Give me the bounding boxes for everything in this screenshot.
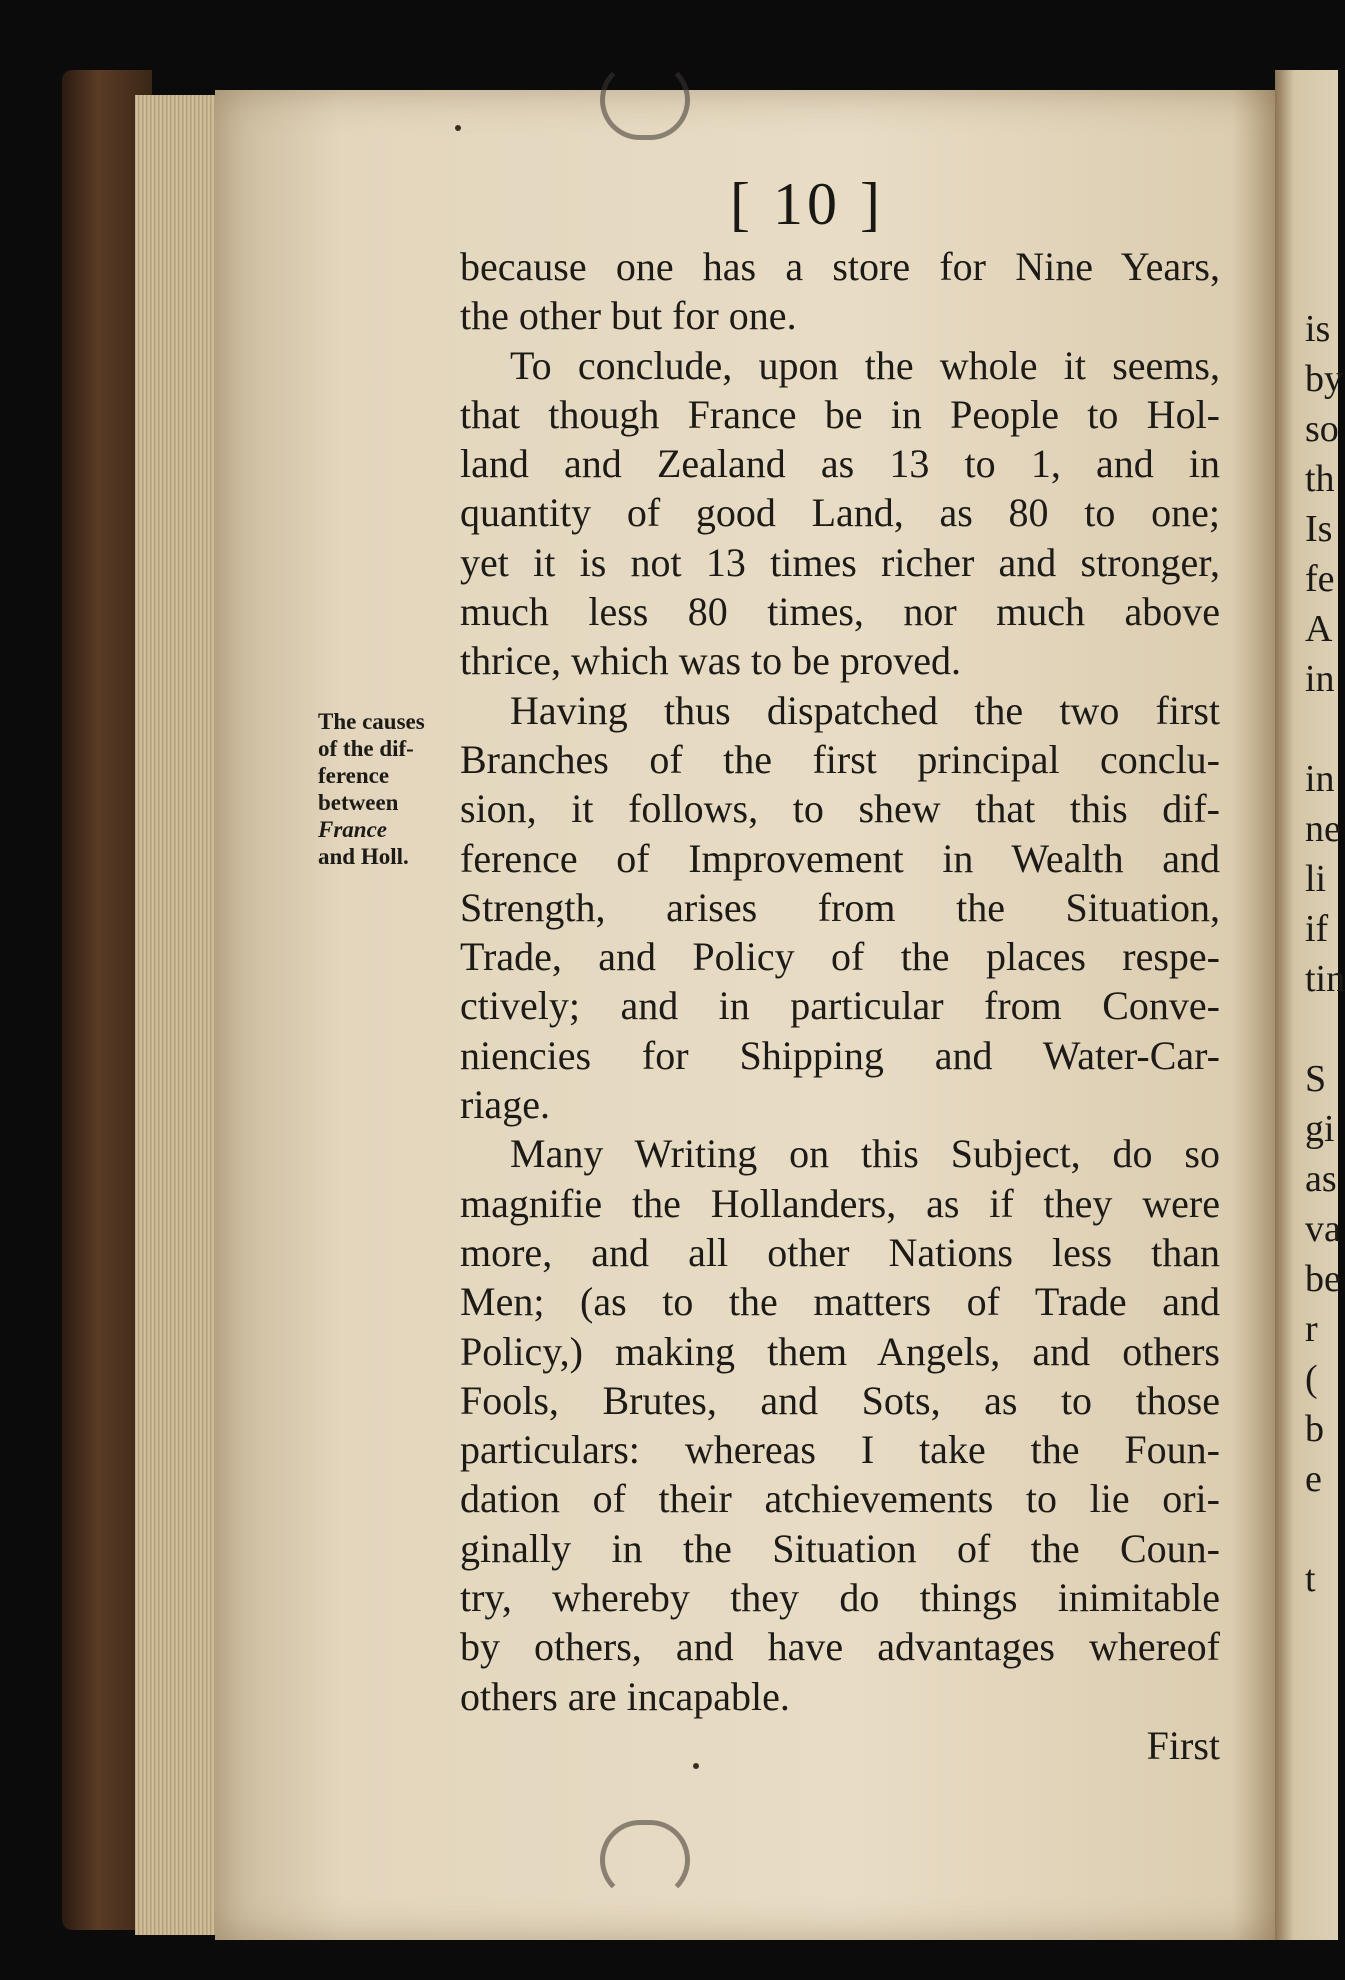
side-note-line: France — [318, 817, 387, 842]
facing-fragment: S — [1305, 1058, 1327, 1100]
facing-fragment: if — [1305, 908, 1329, 950]
catchword: First — [1146, 1722, 1220, 1768]
text-line: ctively; and in particular from Conve- — [460, 983, 1220, 1029]
text-line: that though France be in People to Hol- — [460, 391, 1220, 437]
facing-fragment: by — [1305, 358, 1343, 400]
facing-fragment: in — [1305, 658, 1335, 700]
text-line: others are incapable. — [460, 1673, 790, 1719]
text-line: riage. — [460, 1082, 550, 1128]
text-line: sion, it follows, to shew that this dif- — [460, 786, 1220, 832]
facing-fragment: va — [1305, 1208, 1341, 1250]
text-line: more, and all other Nations less than — [460, 1229, 1220, 1275]
text-line: Many Writing on this Subject, do so — [510, 1131, 1220, 1177]
page-clip-bottom — [600, 1820, 690, 1900]
page-clip-top — [600, 60, 690, 140]
text-line: ference of Improvement in Wealth and — [460, 835, 1220, 881]
facing-fragment: be — [1305, 1258, 1341, 1300]
text-line: try, whereby they do things inimitable — [460, 1575, 1220, 1621]
facing-page-edge — [1275, 70, 1345, 1940]
facing-fragment: tin — [1305, 958, 1345, 1000]
side-note-line: The causes — [318, 709, 425, 734]
side-note-line: of the dif- — [318, 736, 414, 761]
facing-fragment: li — [1305, 858, 1327, 900]
facing-fragment: b — [1305, 1408, 1324, 1450]
facing-fragment: as — [1305, 1158, 1337, 1200]
facing-fragment: Is — [1305, 508, 1333, 550]
text-line: Policy,) making them Angels, and others — [460, 1328, 1220, 1374]
facing-fragment: e — [1305, 1458, 1322, 1500]
text-line: Fools, Brutes, and Sots, as to those — [460, 1377, 1220, 1423]
side-note-line: ference — [318, 763, 390, 788]
text-line: by others, and have advantages whereof — [460, 1624, 1220, 1670]
facing-fragment: ( — [1305, 1358, 1318, 1400]
facing-fragment: in — [1305, 758, 1335, 800]
text-line: Having thus dispatched the two first — [510, 687, 1220, 733]
text-line: niencies for Shipping and Water-Car- — [460, 1032, 1220, 1078]
facing-fragment: r — [1305, 1308, 1318, 1350]
facing-fragment: th — [1305, 458, 1335, 500]
text-line: magnifie the Hollanders, as if they were — [460, 1180, 1220, 1226]
text-line: land and Zealand as 13 to 1, and in — [460, 441, 1220, 487]
text-line: ginally in the Situation of the Coun- — [460, 1525, 1220, 1571]
side-note-line: between — [318, 790, 399, 815]
page-number: [ 10 ] — [730, 171, 884, 237]
paper-speck — [455, 125, 461, 131]
facing-fragment: t — [1305, 1558, 1316, 1600]
text-line: Strength, arises from the Situation, — [460, 884, 1220, 930]
facing-fragment: gi — [1305, 1108, 1335, 1150]
text-line: Trade, and Policy of the places respe- — [460, 934, 1220, 980]
page-edges — [135, 95, 225, 1935]
side-note-line: and Holl. — [318, 844, 409, 869]
text-line: quantity of good Land, as 80 to one; — [460, 490, 1220, 536]
facing-fragment: fe — [1305, 558, 1335, 600]
text-line: yet it is not 13 times richer and stronger, — [460, 539, 1220, 585]
side-note — [318, 708, 458, 870]
text-line: particulars: whereas I take the Foun- — [460, 1427, 1220, 1473]
text-line: dation of their atchievements to lie ori- — [460, 1476, 1220, 1522]
text-line: because one has a store for Nine Years, — [460, 244, 1220, 289]
text-line: Branches of the first principal conclu- — [460, 736, 1220, 782]
text-line: thrice, which was to be proved. — [460, 638, 961, 684]
text-line: much less 80 times, nor much above — [460, 589, 1220, 635]
text-line: Men; (as to the matters of Trade and — [460, 1279, 1220, 1325]
paper-speck — [693, 1763, 699, 1769]
facing-fragment: is — [1305, 308, 1331, 350]
text-line: the other but for one. — [460, 293, 797, 339]
body-text — [460, 242, 1220, 1770]
facing-fragment: A — [1305, 608, 1333, 650]
text-line: To conclude, upon the whole it seems, — [510, 342, 1220, 388]
facing-fragment: so — [1305, 408, 1339, 450]
facing-fragment: ne — [1305, 808, 1341, 850]
